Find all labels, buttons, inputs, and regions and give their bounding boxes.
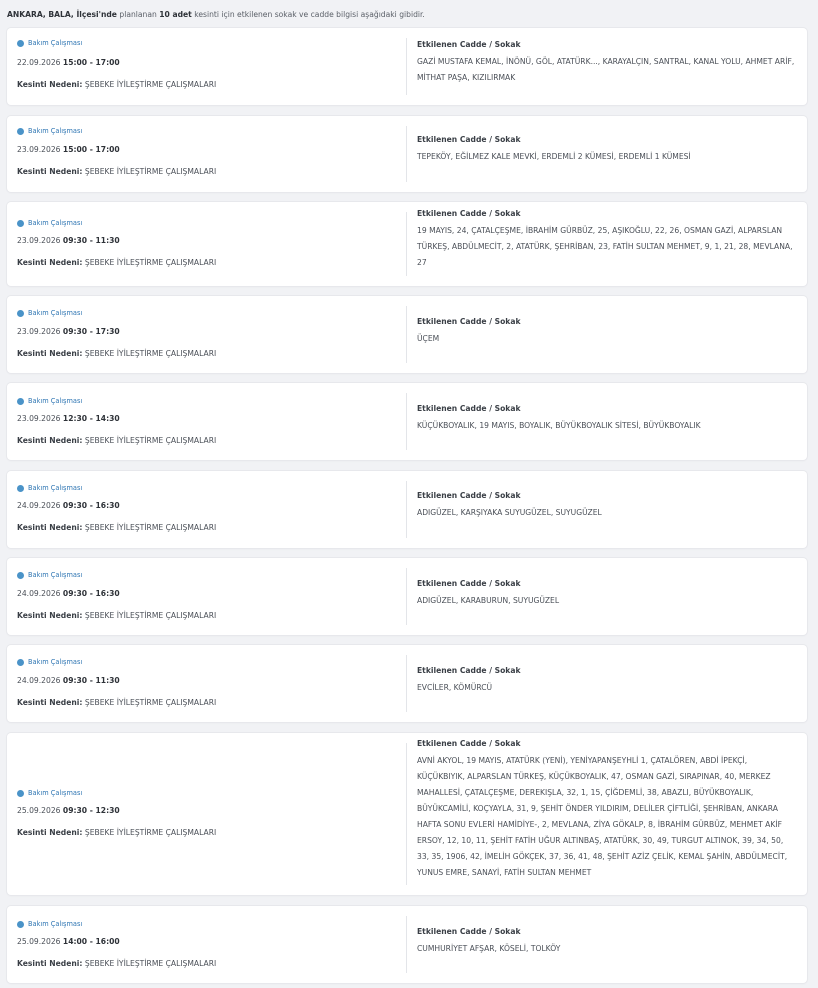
status-dot-icon xyxy=(17,921,24,928)
outage-reason xyxy=(17,523,216,532)
reason-title: Kesinti Nedeni: xyxy=(17,523,83,532)
streets-list: ADIGÜZEL, KARŞIYAKA SUYUGÜZEL, SUYUGÜZEL xyxy=(417,508,602,517)
outage-type xyxy=(17,571,82,579)
outage-type xyxy=(17,397,82,405)
affected-streets xyxy=(417,927,797,957)
outage-time: 09:30 - 16:30 xyxy=(62,589,120,598)
status-dot-icon xyxy=(17,220,24,227)
outage-info xyxy=(17,906,397,983)
outage-date: 23.09.2026 xyxy=(17,236,61,245)
status-dot-icon xyxy=(17,659,24,666)
card-divider xyxy=(406,916,407,973)
reason-value: ŞEBEKE İYİLEŞTİRME ÇALIŞMALARI xyxy=(84,698,217,707)
outage-type xyxy=(17,219,82,227)
status-dot-icon xyxy=(17,40,24,47)
outage-time: 15:00 - 17:00 xyxy=(62,58,120,67)
outage-card xyxy=(7,202,807,286)
outage-info xyxy=(17,296,397,373)
reason-value: ŞEBEKE İYİLEŞTİRME ÇALIŞMALARI xyxy=(84,436,217,445)
summary-post: kesinti için etkilenen sokak ve cadde bilgisi aşağıdaki gibidir. xyxy=(194,10,425,19)
card-divider xyxy=(406,38,407,95)
outage-datetime xyxy=(17,414,120,423)
outage-date: 24.09.2026 xyxy=(17,589,61,598)
outage-type xyxy=(17,309,82,317)
reason-title: Kesinti Nedeni: xyxy=(17,828,83,837)
outage-info xyxy=(17,383,397,460)
status-dot-icon xyxy=(17,572,24,579)
card-divider xyxy=(406,568,407,625)
streets-title: Etkilenen Cadde / Sokak xyxy=(417,491,521,500)
outage-type xyxy=(17,39,82,47)
streets-title: Etkilenen Cadde / Sokak xyxy=(417,739,521,748)
outage-type-label: Bakım Çalışması xyxy=(28,571,83,579)
affected-streets xyxy=(417,317,797,347)
outage-type-label: Bakım Çalışması xyxy=(28,789,83,797)
outage-datetime xyxy=(17,327,120,336)
outage-reason xyxy=(17,959,216,968)
streets-title: Etkilenen Cadde / Sokak xyxy=(417,317,521,326)
outage-type-label: Bakım Çalışması xyxy=(28,920,83,928)
outage-time: 09:30 - 11:30 xyxy=(62,236,120,245)
outage-time: 15:00 - 17:00 xyxy=(62,145,120,154)
reason-value: ŞEBEKE İYİLEŞTİRME ÇALIŞMALARI xyxy=(84,258,217,267)
streets-title: Etkilenen Cadde / Sokak xyxy=(417,40,521,49)
affected-streets xyxy=(417,739,797,881)
outage-info xyxy=(17,202,397,286)
outage-type xyxy=(17,658,82,666)
reason-title: Kesinti Nedeni: xyxy=(17,349,83,358)
streets-list: CUMHURİYET AFŞAR, KÖSELİ, TOLKÖY xyxy=(417,944,561,953)
outage-type xyxy=(17,920,82,928)
outage-type-label: Bakım Çalışması xyxy=(28,219,83,227)
summary-text xyxy=(7,10,425,19)
affected-streets xyxy=(417,40,797,86)
status-dot-icon xyxy=(17,398,24,405)
affected-streets xyxy=(417,135,797,165)
outage-type xyxy=(17,484,82,492)
affected-streets xyxy=(417,579,797,609)
outage-datetime xyxy=(17,589,120,598)
summary-pre: planlanan xyxy=(119,10,157,19)
reason-value: ŞEBEKE İYİLEŞTİRME ÇALIŞMALARI xyxy=(84,959,217,968)
streets-list: KÜÇÜKBOYALIK, 19 MAYIS, BOYALIK, BÜYÜKBOYALIK SİTESİ, BÜYÜKBOYALIK xyxy=(417,421,701,430)
outage-card xyxy=(7,471,807,548)
outage-card xyxy=(7,558,807,635)
outage-date: 25.09.2026 xyxy=(17,806,61,815)
outage-type-label: Bakım Çalışması xyxy=(28,39,83,47)
card-divider xyxy=(406,481,407,538)
summary-count: 10 adet xyxy=(159,10,192,19)
streets-title: Etkilenen Cadde / Sokak xyxy=(417,666,521,675)
outage-type xyxy=(17,127,82,135)
summary-location: ANKARA, BALA, İlçesi'nde xyxy=(7,10,117,19)
reason-value: ŞEBEKE İYİLEŞTİRME ÇALIŞMALARI xyxy=(84,828,217,837)
outage-info xyxy=(17,28,397,105)
outage-info xyxy=(17,645,397,722)
affected-streets xyxy=(417,666,797,696)
streets-list: 19 MAYIS, 24, ÇATALÇEŞME, İBRAHİM GÜRBÜZ, 25, AŞIKOĞLU, 22, 26, OSMAN GAZİ, ALPARSLAN TÜRKEŞ, ABDÜLMECİT, 2, ATATÜRK, ŞEHRİBAN, 23, FATİH SULTAN MEHMET, 9, 1, 21, 28, MEVLANA, 27 xyxy=(417,226,793,267)
outage-card xyxy=(7,645,807,722)
outage-date: 22.09.2026 xyxy=(17,58,61,67)
outage-reason xyxy=(17,436,216,445)
outage-info xyxy=(17,733,397,895)
outage-datetime xyxy=(17,676,120,685)
card-divider xyxy=(406,393,407,450)
outage-datetime xyxy=(17,501,120,510)
outage-datetime xyxy=(17,145,120,154)
streets-list: AVNİ AKYOL, 19 MAYIS, ATATÜRK (YENİ), YENİYAPANŞEYHLİ 1, ÇATALÖREN, ABDİ İPEKÇİ, KÜÇÜKBIYIK, ALPARSLAN TÜRKEŞ, KÜÇÜKBOYALIK, 47, OSMAN GAZİ, SIRAPINAR, 40, MERKEZ MAHALLESİ, ÇATALÇEŞME, DEREKIŞLA, 32, 1, 15, ÇİĞDEMLİ, 38, ABAZLI, BÜYÜKBOYALIK, BÜYÜKCAMİLİ, KOÇYAYLA, 31, 9, ŞEHİT ÖNDER YILDIRIM, DELİLER ÇİFTLİĞİ, ŞEHRİBAN, ANKARA HAFTA SONU EVLERİ HAMİDİYE-, 2, MEVLANA, ZİYA GÖKALP, 8, İBRAHİM GÜRBÜZ, MEHMET AKİF ERSOY, 12, 10, 11, ŞEHİT FATİH UĞUR ALTINBAŞ, ATATÜRK, 30, 49, TURGUT ALTINOK, 39, 34, 50, 33, 35, 1906, 42, İMELİH GÖKÇEK, 37, 36, 41, 48, ŞEHİT AZİZ ÇELİK, KEMAL ŞAHİN, ABDÜLMECİT, YUNUS EMRE, SANAYİ, FATİH SULTAN MEHMET xyxy=(417,756,788,877)
streets-title: Etkilenen Cadde / Sokak xyxy=(417,404,521,413)
reason-value: ŞEBEKE İYİLEŞTİRME ÇALIŞMALARI xyxy=(84,80,217,89)
card-divider xyxy=(406,212,407,276)
outage-reason xyxy=(17,80,216,89)
outage-date: 23.09.2026 xyxy=(17,327,61,336)
status-dot-icon xyxy=(17,790,24,797)
streets-list: ÜÇEM xyxy=(417,334,440,343)
affected-streets xyxy=(417,404,797,434)
streets-title: Etkilenen Cadde / Sokak xyxy=(417,927,521,936)
status-dot-icon xyxy=(17,485,24,492)
outage-date: 24.09.2026 xyxy=(17,501,61,510)
streets-title: Etkilenen Cadde / Sokak xyxy=(417,135,521,144)
outage-card xyxy=(7,116,807,192)
outage-time: 09:30 - 16:30 xyxy=(62,501,120,510)
outage-reason xyxy=(17,698,216,707)
streets-list: GAZİ MUSTAFA KEMAL, İNÖNÜ, GÖL, ATATÜRK..., KARAYALÇIN, SANTRAL, KANAL YOLU, AHMET ARİF, MİTHAT PAŞA, KIZILIRMAK xyxy=(417,57,795,82)
outage-date: 24.09.2026 xyxy=(17,676,61,685)
streets-list: EVCİLER, KÖMÜRCÜ xyxy=(417,683,493,692)
outage-card xyxy=(7,906,807,983)
card-divider xyxy=(406,126,407,182)
outage-date: 25.09.2026 xyxy=(17,937,61,946)
reason-title: Kesinti Nedeni: xyxy=(17,436,83,445)
status-dot-icon xyxy=(17,128,24,135)
reason-value: ŞEBEKE İYİLEŞTİRME ÇALIŞMALARI xyxy=(84,349,217,358)
outage-time: 09:30 - 11:30 xyxy=(62,676,120,685)
reason-title: Kesinti Nedeni: xyxy=(17,698,83,707)
streets-list: ADIGÜZEL, KARABURUN, SUYUGÜZEL xyxy=(417,596,560,605)
outage-date: 23.09.2026 xyxy=(17,145,61,154)
affected-streets xyxy=(417,209,797,271)
reason-value: ŞEBEKE İYİLEŞTİRME ÇALIŞMALARI xyxy=(84,611,217,620)
outage-card xyxy=(7,28,807,105)
outage-type-label: Bakım Çalışması xyxy=(28,484,83,492)
status-dot-icon xyxy=(17,310,24,317)
reason-title: Kesinti Nedeni: xyxy=(17,258,83,267)
reason-title: Kesinti Nedeni: xyxy=(17,959,83,968)
reason-value: ŞEBEKE İYİLEŞTİRME ÇALIŞMALARI xyxy=(84,523,217,532)
streets-title: Etkilenen Cadde / Sokak xyxy=(417,209,521,218)
outage-time: 14:00 - 16:00 xyxy=(62,937,120,946)
streets-list: TEPEKÖY, EĞİLMEZ KALE MEVKİ, ERDEMLİ 2 KÜMESİ, ERDEMLİ 1 KÜMESİ xyxy=(417,152,691,161)
outage-time: 12:30 - 14:30 xyxy=(62,414,120,423)
card-divider xyxy=(406,743,407,885)
card-divider xyxy=(406,306,407,363)
outage-card xyxy=(7,733,807,895)
card-divider xyxy=(406,655,407,712)
outage-type-label: Bakım Çalışması xyxy=(28,397,83,405)
outage-info xyxy=(17,558,397,635)
outage-type-label: Bakım Çalışması xyxy=(28,127,83,135)
reason-title: Kesinti Nedeni: xyxy=(17,611,83,620)
outage-card xyxy=(7,383,807,460)
outage-type xyxy=(17,789,82,797)
reason-value: ŞEBEKE İYİLEŞTİRME ÇALIŞMALARI xyxy=(84,167,217,176)
outage-reason xyxy=(17,828,216,837)
outage-type-label: Bakım Çalışması xyxy=(28,658,83,666)
outage-datetime xyxy=(17,806,120,815)
reason-title: Kesinti Nedeni: xyxy=(17,80,83,89)
outage-card xyxy=(7,296,807,373)
outage-time: 09:30 - 17:30 xyxy=(62,327,120,336)
outage-time: 09:30 - 12:30 xyxy=(62,806,120,815)
outage-info xyxy=(17,116,397,192)
outage-reason xyxy=(17,258,216,267)
outage-info xyxy=(17,471,397,548)
outage-reason xyxy=(17,611,216,620)
outage-reason xyxy=(17,167,216,176)
outage-type-label: Bakım Çalışması xyxy=(28,309,83,317)
outage-datetime xyxy=(17,58,120,67)
outage-datetime xyxy=(17,937,120,946)
affected-streets xyxy=(417,491,797,521)
outage-reason xyxy=(17,349,216,358)
reason-title: Kesinti Nedeni: xyxy=(17,167,83,176)
outage-date: 23.09.2026 xyxy=(17,414,61,423)
outage-datetime xyxy=(17,236,120,245)
streets-title: Etkilenen Cadde / Sokak xyxy=(417,579,521,588)
